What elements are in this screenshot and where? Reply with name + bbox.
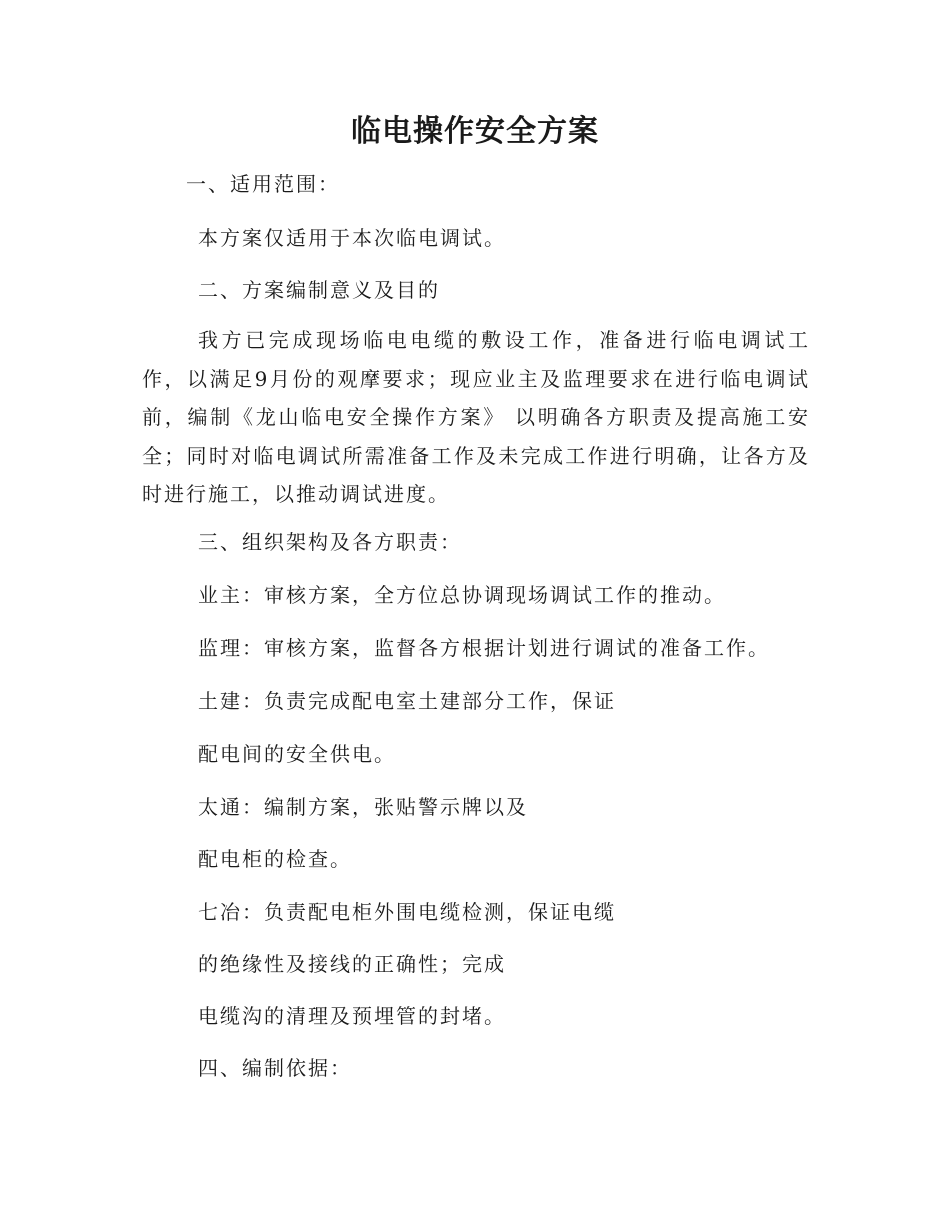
- taitong-duty-line-1: 太通：编制方案，张贴警示牌以及: [198, 795, 528, 819]
- section-heading-scope: 一、适用范围：: [186, 172, 340, 196]
- scope-text: 本方案仅适用于本次临电调试。: [198, 226, 506, 250]
- taitong-duty-line-2: 配电柜的检查。: [198, 847, 352, 871]
- civil-duty-line-2: 配电间的安全供电。: [198, 742, 396, 766]
- section-heading-purpose: 二、方案编制意义及目的: [198, 278, 440, 302]
- qiye-duty-line-3: 电缆沟的清理及预埋管的封堵。: [198, 1004, 506, 1028]
- section-heading-basis: 四、编制依据：: [198, 1056, 352, 1080]
- page-title: 临电操作安全方案: [351, 114, 599, 149]
- supervisor-duty: 监理：审核方案，监督各方根据计划进行调试的准备工作。: [198, 636, 770, 660]
- owner-duty: 业主：审核方案，全方位总协调现场调试工作的推动。: [198, 583, 726, 607]
- purpose-paragraph: 我方已完成现场临电电缆的敷设工作，准备进行临电调试工作，以满足9月份的观摩要求；现应业主及监理要求在进行临电调试前，编制《龙山临电安全操作方案》 以明确各方职责及提高施工安全；同时对临电调试所需准备工作及未完成工作进行明确，让各方及时进行施工，以推动调试进度。: [142, 328, 810, 506]
- section-heading-organization: 三、组织架构及各方职责：: [198, 530, 462, 554]
- qiye-duty-line-2: 的绝缘性及接线的正确性；完成: [198, 952, 506, 976]
- civil-duty-line-1: 土建：负责完成配电室土建部分工作，保证: [198, 689, 616, 713]
- qiye-duty-line-1: 七冶：负责配电柜外围电缆检测，保证电缆: [198, 900, 616, 924]
